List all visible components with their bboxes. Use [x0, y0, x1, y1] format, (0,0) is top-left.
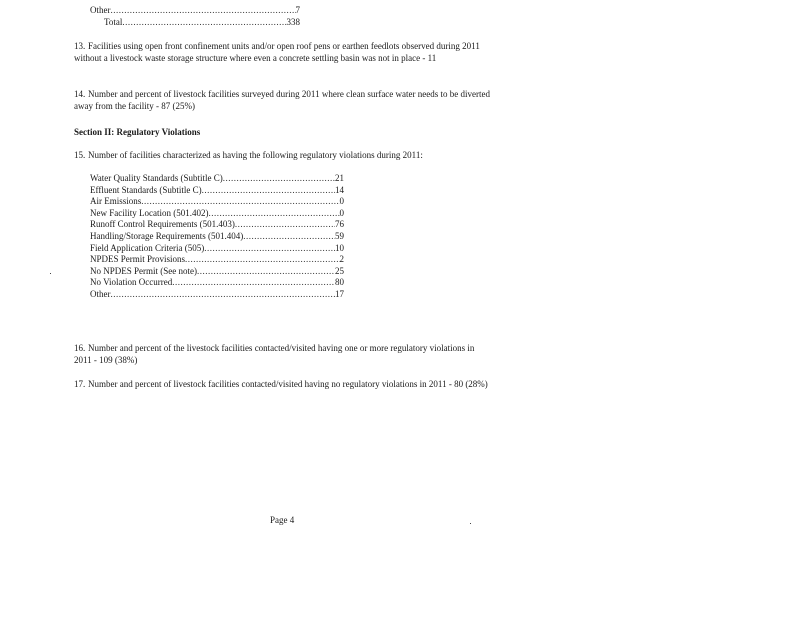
item-label: Handling/Storage Requirements (501.404)	[90, 231, 244, 241]
question-15	[74, 149, 494, 161]
leader-dots	[243, 230, 335, 242]
leader-dots	[111, 288, 336, 300]
list-item	[104, 16, 300, 28]
list-item	[90, 4, 300, 16]
list-item	[90, 242, 344, 254]
list-item	[90, 230, 344, 242]
question-text: Number and percent of livestock facilities contacted/visited having no regulatory violations in 2011 - 80 (28%)	[88, 379, 488, 389]
item-value: 0	[339, 196, 344, 207]
list-item	[90, 184, 344, 196]
page-number: Page 4	[270, 515, 295, 525]
item-value: 17	[335, 289, 344, 299]
item-value: 2	[339, 254, 344, 265]
item-label: Other	[90, 289, 111, 299]
scan-speck	[50, 273, 51, 274]
question-17	[74, 378, 494, 390]
item-value: 7	[295, 5, 300, 15]
item-value: 10	[335, 242, 344, 253]
item-value: 80	[335, 277, 344, 288]
question-text: Facilities using open front confinement units and/or open roof pens or earthen feedlots observed during 2011 without a livestock waste storage structure where even a concrete settling basin was not in place - 11	[74, 41, 480, 63]
item-label: Total	[104, 17, 123, 27]
question-13	[74, 40, 494, 64]
item-label: New Facility Location (501.402)	[90, 207, 209, 218]
leader-dots	[141, 195, 339, 207]
leader-dots	[172, 276, 335, 288]
question-14	[74, 88, 494, 112]
leader-dots	[111, 4, 296, 16]
item-label: Other	[90, 5, 111, 15]
list-item	[90, 288, 344, 300]
leader-dots	[208, 207, 339, 219]
list-item	[90, 276, 344, 288]
question-text: Number of facilities characterized as having the following regulatory violations during 2011:	[88, 150, 423, 160]
item-value: 59	[335, 231, 344, 241]
item-value: 25	[335, 265, 344, 276]
leader-dots	[235, 218, 335, 230]
leader-dots	[197, 265, 335, 277]
item-label: Water Quality Standards (Subtitle C)	[90, 173, 223, 183]
list-item	[90, 172, 344, 184]
list-item	[90, 207, 344, 219]
question-16	[74, 342, 494, 366]
question-number: 15.	[74, 150, 86, 160]
leader-dots	[204, 242, 335, 254]
item-label: Air Emissions	[90, 196, 142, 207]
question-number: 13.	[74, 41, 86, 51]
leader-dots	[185, 253, 339, 265]
item-value: 76	[335, 219, 344, 230]
item-label: No Violation Occurred	[90, 277, 173, 288]
list-item	[90, 253, 344, 265]
section-heading: Section II: Regulatory Violations	[74, 127, 201, 137]
scan-speck	[470, 523, 471, 524]
leader-dots	[223, 172, 335, 184]
question-number: 16.	[74, 343, 86, 353]
leader-dots	[122, 16, 286, 28]
question-number: 14.	[74, 89, 86, 99]
question-number: 17.	[74, 379, 86, 389]
leader-dots	[202, 184, 335, 196]
item-value: 0	[339, 207, 344, 218]
question-text: Number and percent of livestock facilities surveyed during 2011 where clean surface water needs to be diverted away from the facility - 87 (25%)	[74, 89, 491, 111]
question-text: Number and percent of the livestock facilities contacted/visited having one or more regulatory violations in 2011 - 109 (38%)	[74, 343, 475, 365]
list-item	[90, 218, 344, 230]
list-item	[90, 195, 344, 207]
item-label: Field Application Criteria (505)	[90, 242, 205, 253]
item-label: Runoff Control Requirements (501.403)	[90, 219, 235, 230]
item-label: Effluent Standards (Subtitle C)	[90, 184, 202, 195]
item-value: 14	[335, 184, 344, 195]
item-value: 21	[335, 173, 344, 183]
item-label: NPDES Permit Provisions	[90, 254, 186, 265]
item-value: 338	[286, 17, 300, 27]
item-label: No NPDES Permit (See note)	[90, 265, 197, 276]
list-item	[90, 265, 344, 277]
